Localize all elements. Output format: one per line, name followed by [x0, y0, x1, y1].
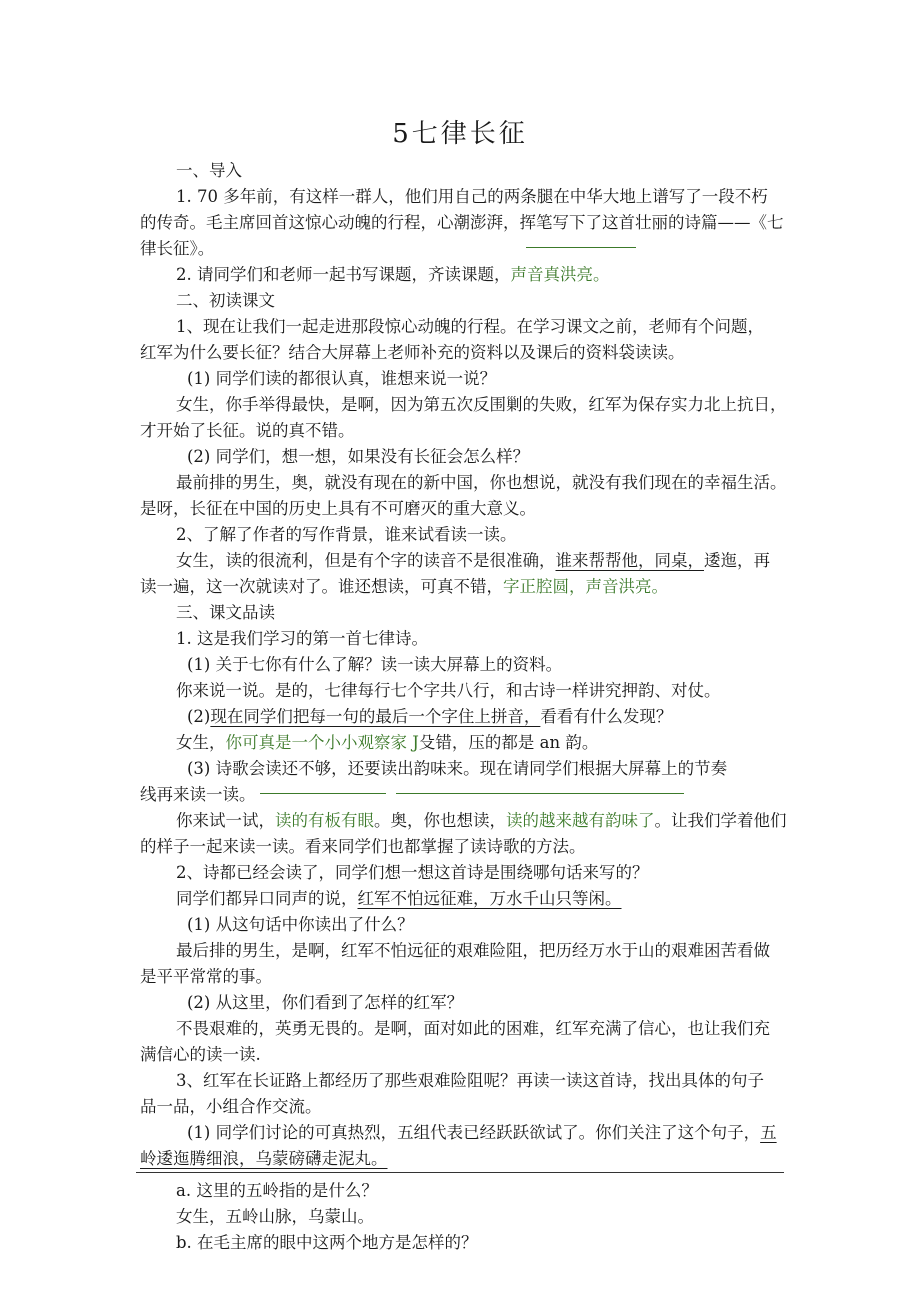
- section-heading: 三、课文品读: [176, 603, 275, 622]
- teacher-praise: 声音真洪亮。: [510, 265, 610, 284]
- underlined-phrase: 谁来帮帮他，同桌，: [555, 551, 704, 570]
- paragraph-line: [140, 1146, 388, 1172]
- paragraph-line: 女生，读的很流利，但是有个字的读音不是很准确，谁来帮帮他，同桌，逶迤，再: [176, 551, 770, 570]
- page-title: 5七律长征: [392, 119, 528, 149]
- paragraph-line: 红军为什么要长征？结合大屏幕上老师补充的资料以及课后的资料袋读读。: [140, 343, 685, 362]
- paragraph-line: 女生，你可真是一个小小观察家 J殳错，压的都是 an 韵。: [176, 733, 599, 752]
- paragraph-line: 的传奇。毛主席回首这惊心动魄的行程，心潮澎湃，挥笔写下了这首壮丽的诗篇——《七: [140, 213, 784, 232]
- paragraph-line: 最后排的男生，是啊，红军不怕远征的艰难险阻，把历经万水于山的艰难困苦看做: [176, 941, 770, 960]
- paragraph-line: 女生，你手举得最快，是啊，因为第五次反围剿的失败，红军为保存实力北上抗日，: [176, 395, 787, 414]
- paragraph-line: 线再来读一读。: [140, 785, 256, 804]
- paragraph-line: 你来说一说。是的，七律每行七个字共八行，和古诗一样讲究押韵、对仗。: [176, 681, 721, 700]
- question-line: (2) 同学们，想一想，如果没有长征会怎么样？: [187, 447, 530, 466]
- question-line: (1) 同学们读的都很认真，谁想来说一说？: [187, 369, 497, 388]
- paragraph-line: 1. 70 多年前，有这样一群人，他们用自己的两条腿在中华大地上谱写了一段不朽: [176, 187, 768, 206]
- paragraph-line: 2、诗都已经会读了，同学们想一想这首诗是围绕哪句话来写的？: [176, 863, 649, 882]
- underlined-phrase: 岭逶迤腾细浪，乌蒙磅礴走泥丸。: [140, 1149, 388, 1168]
- paragraph-line: 女生，五岭山脉，乌蒙山。: [176, 1207, 374, 1226]
- blank-underline: [260, 793, 386, 794]
- teacher-praise: 读的有板有眼: [275, 811, 374, 830]
- paragraph-line: 律长征》。: [140, 239, 215, 258]
- paragraph-line: 1、现在让我们一起走进那段惊心动魄的行程。在学习课文之前，老师有个问题，: [176, 317, 764, 336]
- section-heading: 二、初读课文: [176, 291, 275, 310]
- paragraph-line: 2、了解了作者的写作背景，谁来试看读一读。: [176, 525, 517, 544]
- question-line: (1) 同学们讨论的可真热烈，五组代表已经跃跃欲试了。你们关注了这个句子，五: [187, 1123, 777, 1142]
- paragraph-line: 满信心的读一读.: [140, 1045, 261, 1064]
- divider-line: [136, 1172, 784, 1173]
- question-line: (2)现在同学们把每一句的最后一个字住上拼音，看看有什么发现？: [187, 707, 673, 726]
- paragraph-line: 2. 请同学们和老师一起书写课题，齐读课题，声音真洪亮。: [176, 265, 610, 284]
- paragraph-line: 是呀，长征在中国的历史上具有不可磨灭的重大意义。: [140, 499, 536, 518]
- paragraph-line: 是平平常常的事。: [140, 967, 272, 986]
- section-heading: 一、导入: [176, 161, 242, 180]
- underlined-phrase: 五: [760, 1123, 777, 1142]
- question-line: (1) 关于七你有什么了解？读一读大屏幕上的资料。: [187, 655, 563, 674]
- paragraph-line: 最前排的男生，奥，就没有现在的新中国，你也想说，就没有我们现在的幸福生活。: [176, 473, 787, 492]
- paragraph-line: 你来试一试，读的有板有眼。奥，你也想读，读的越来越有韵味了。让我们学着他们: [176, 811, 787, 830]
- paragraph-line: 才开始了长征。说的真不错。: [140, 421, 355, 440]
- paragraph-line: 1. 这是我们学习的第一首七律诗。: [176, 629, 428, 648]
- paragraph-line: 3、红军在长证路上都经历了那些艰难险阻呢？再读一读这首诗，找出具体的句子: [176, 1071, 764, 1090]
- paragraph-line: 不畏艰难的，英勇无畏的。是啊，面对如此的困难，红军充满了信心，也让我们充: [176, 1019, 770, 1038]
- blank-underline: [396, 793, 684, 794]
- paragraph-line: 品一品，小组合作交流。: [140, 1097, 322, 1116]
- teacher-praise: 读的越来越有韵味了: [506, 811, 655, 830]
- question-line: (1) 从这句话中你读出了什么？: [187, 915, 414, 934]
- paragraph-line: 读一遍，这一次就读对了。谁还想读，可真不错，字正腔圆，声音洪亮。: [140, 577, 668, 596]
- underlined-phrase: 红军不怕远征难，万水千山只等闲。: [357, 889, 622, 908]
- paragraph-line: 同学们都异口同声的说，红军不怕远征难，万水千山只等闲。: [176, 889, 622, 908]
- question-line: (3) 诗歌会读还不够，还要读出韵味来。现在请同学们根据大屏幕上的节奏: [187, 759, 728, 778]
- question-line: b. 在毛主席的眼中这两个地方是怎样的？: [176, 1233, 478, 1252]
- underlined-phrase: 现在同学们把每一句的最后一个字住上拼音，: [210, 707, 541, 726]
- paragraph-line: 的样子一起来读一读。看来同学们也都掌握了读诗歌的方法。: [140, 837, 586, 856]
- blank-underline: [526, 247, 636, 248]
- teacher-praise: 你可真是一个小小观察家 J: [225, 733, 419, 752]
- question-line: (2) 从这里，你们看到了怎样的红军？: [187, 993, 464, 1012]
- teacher-praise: 字正腔圆，声音洪亮。: [503, 577, 668, 596]
- question-line: a. 这里的五岭指的是什么？: [176, 1181, 378, 1200]
